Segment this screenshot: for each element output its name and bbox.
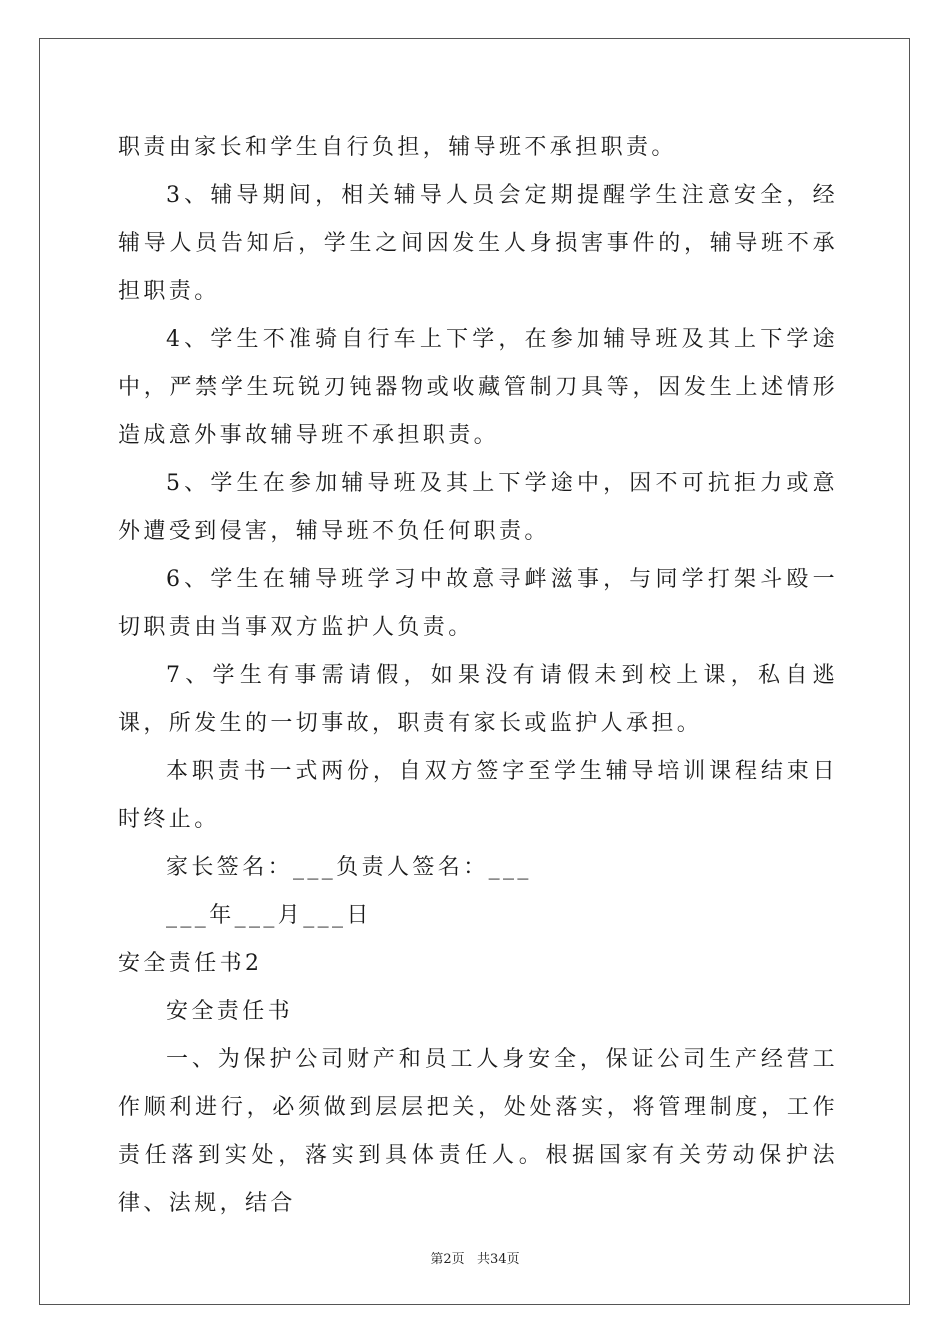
paragraph-item-7: 7、学生有事需请假，如果没有请假未到校上课，私自逃课，所发生的一切事故，职责有家长或监护人承担。 bbox=[118, 663, 838, 736]
page-number-footer: 第2页 共34页 bbox=[430, 1252, 520, 1267]
paragraph-item-5: 5、学生在参加辅导班及其上下学途中，因不可抗拒力或意外遭受到侵害，辅导班不负任何职责。 bbox=[118, 471, 838, 544]
paragraph-continuation: 职责由家长和学生自行负担，辅导班不承担职责。 bbox=[118, 135, 677, 160]
signature-line: 家长签名：___负责人签名：___ bbox=[166, 855, 532, 880]
paragraph-item-6: 6、学生在辅导班学习中故意寻衅滋事，与同学打架斗殴一切职责由当事双方监护人负责。 bbox=[118, 567, 838, 640]
document-body bbox=[118, 124, 838, 1228]
paragraph-item-3: 3、辅导期间，相关辅导人员会定期提醒学生注意安全，经辅导人员告知后，学生之间因发生人身损害事件的，辅导班不承担职责。 bbox=[118, 183, 838, 304]
paragraph-section-1: 一、为保护公司财产和员工人身安全，保证公司生产经营工作顺利进行，必须做到层层把关，处处落实，将管理制度，工作责任落到实处，落实到具体责任人。根据国家有关劳动保护法律、法规，结合 bbox=[118, 1047, 838, 1216]
paragraph-copies-note: 本职责书一式两份，自双方签字至学生辅导培训课程结束日时终止。 bbox=[118, 759, 838, 832]
date-line: ___年___月___日 bbox=[166, 903, 372, 928]
section-heading: 安全责任书2 bbox=[118, 951, 263, 976]
paragraph-item-4: 4、学生不准骑自行车上下学，在参加辅导班及其上下学途中，严禁学生玩锐刃钝器物或收藏管制刀具等，因发生上述情形造成意外事故辅导班不承担职责。 bbox=[118, 327, 838, 448]
document-title: 安全责任书 bbox=[166, 999, 294, 1024]
